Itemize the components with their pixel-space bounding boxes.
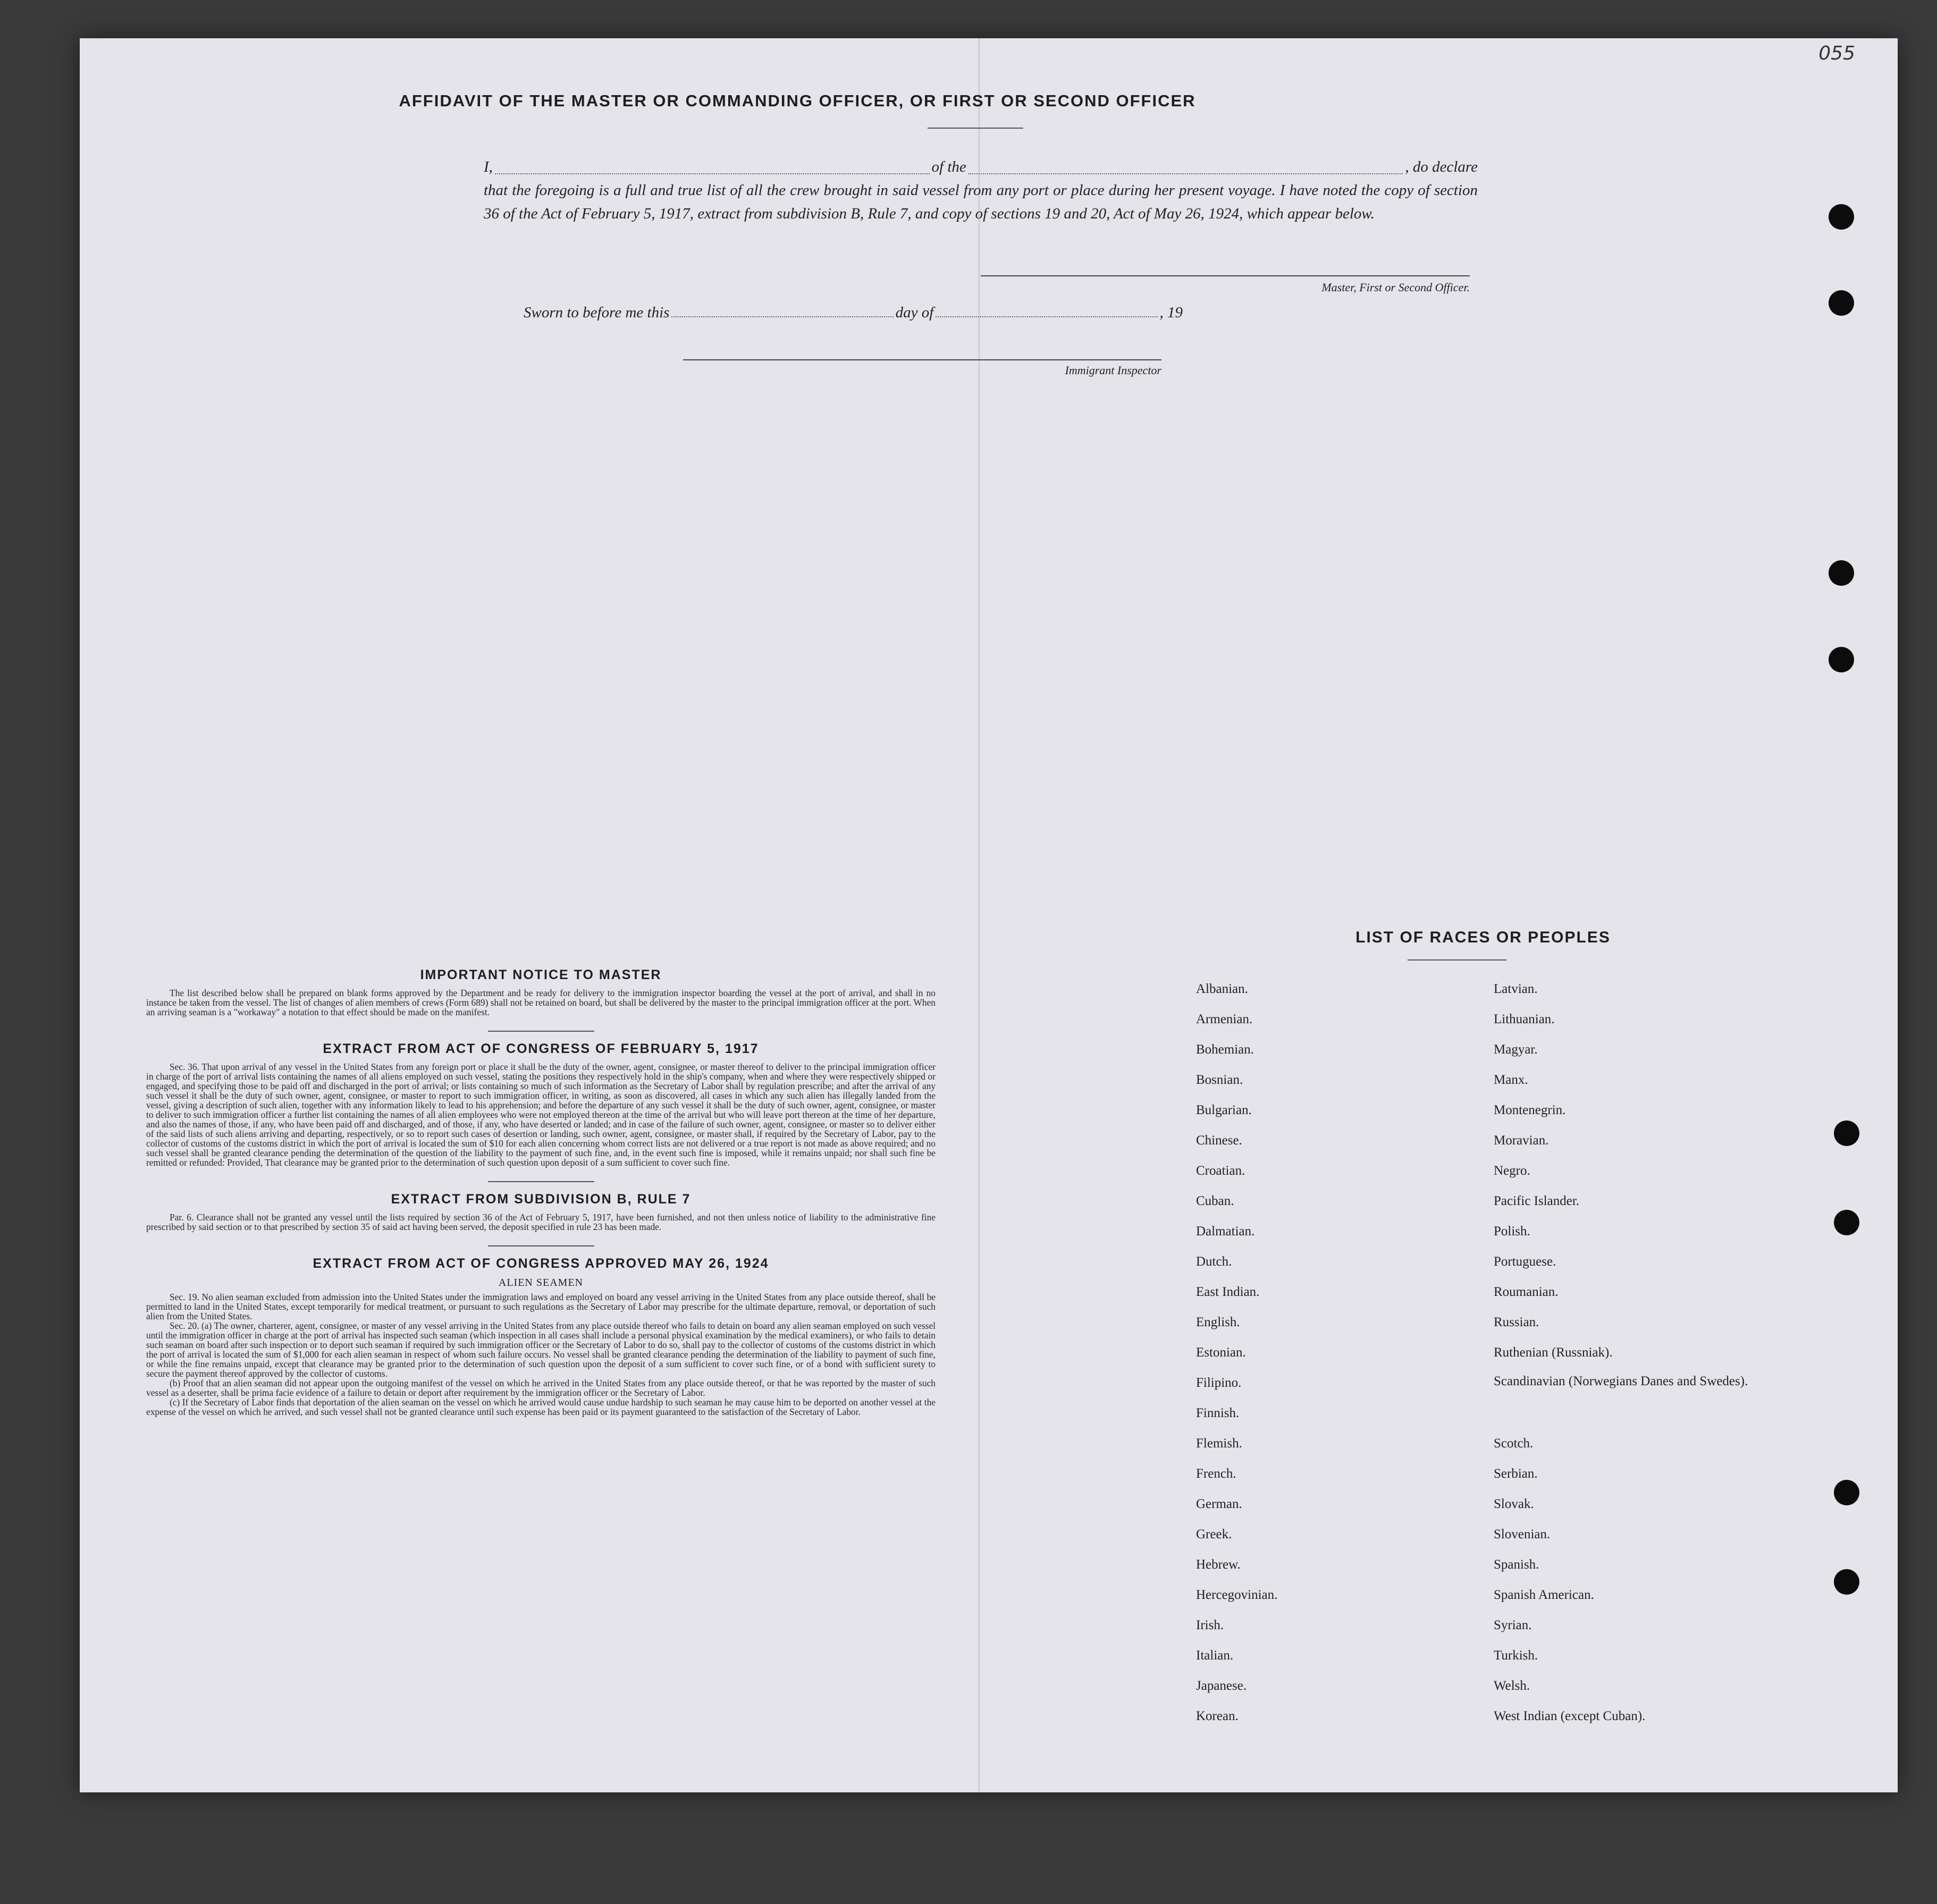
race-item: French. (1196, 1466, 1236, 1481)
vessel-prefix: of the (931, 158, 966, 175)
sworn-day-of: day of (895, 304, 934, 321)
punch-hole (1834, 1210, 1859, 1235)
extract-1917-text (146, 1062, 936, 1167)
inspector-signature-line[interactable] (683, 359, 1161, 360)
extract-rule7-paragraph: Par. 6. Clearance shall not be granted any vessel until the lists required by section 36 of the Act of February 5, 1917, have been furnished, and not then unless notice of liability to the administrative fine prescribed by said section or to that prescribed by section 35 of said act having been served, the deposit specified in rule 23 has been made. (146, 1212, 936, 1232)
race-item: Latvian. (1494, 981, 1538, 996)
sworn-day-field[interactable] (671, 316, 893, 317)
races-title-rule (1408, 959, 1506, 961)
affidavit-body (484, 155, 1478, 225)
race-item: Spanish. (1494, 1557, 1539, 1572)
race-item: Bulgarian. (1196, 1102, 1252, 1117)
race-item: Irish. (1196, 1617, 1224, 1632)
race-item: Estonian. (1196, 1345, 1246, 1360)
section-separator (488, 1181, 594, 1182)
race-item: Japanese. (1196, 1678, 1247, 1693)
race-item: Bosnian. (1196, 1072, 1243, 1087)
page-number: 055 (1818, 43, 1855, 64)
race-item: Russian. (1494, 1315, 1539, 1329)
punch-hole (1829, 204, 1854, 230)
race-item: Syrian. (1494, 1617, 1532, 1632)
sworn-prefix: Sworn to before me this (524, 304, 670, 321)
extract-1917-paragraph: Sec. 36. That upon arrival of any vessel in the United States from any foreign port or place it shall be the duty of the owner, agent, consignee, or master thereof to deliver to the principal immigration officer in charge of the port of arrival lists containing the names of all aliens employed on such vessel, stating the positions they respectively hold in the ship's company, when and where they were respectively shipped or engaged, and specifying those to be paid off and discharged in the port of arrival; or lists containing so much of such information as the Secretary of Labor shall by regulation prescribe; and after the arrival of any such vessel it shall be the duty of such owner, agent, consignee, or master to report to such immigration officer, in writing, as soon as discovered, all cases in which any such alien has illegally landed from the vessel, giving a description of such alien, together with any information likely to lead to his apprehension; and before the departure of any such vessel it shall be the duty of such owner, agent, consignee, or master to deliver to such immigration officer a further list containing the names of all alien employees who were not employed thereon at the time of the arrival but who will leave port thereon at the time of her departure, and also the names of those, if any, who have been paid off and discharged, and of those, if any, who have deserted or landed; and in case of the failure of such owner, agent, consignee, or master so to deliver either of the said lists of such aliens arriving and departing, respectively, or so to report such cases of desertion or landing, such owner, agent, consignee, or master shall, if required by the Secretary of Labor, pay to the collector of customs of the customs district in which the port of arrival is located the sum of $10 for each alien concerning whom correct lists are not delivered or a true report is not made as above required; and no such vessel shall be granted clearance pending the determination of the question of the liability to the payment of such fine, and, in the event such fine is imposed, while it remains unpaid; nor shall such fine be remitted or refunded: Provided, That clearance may be granted prior to the determination of such question upon deposit of a sum sufficient to cover such fine. (146, 1061, 936, 1168)
extract-1924-text (146, 1292, 936, 1417)
sec-20c-paragraph: (c) If the Secretary of Labor finds that deportation of the alien seaman on the vessel on which he arrived would cause undue hardship to such seaman he may cause him to be deported on another vessel at the expense of the vessel on which he arrived, and such vessel shall not be granted clearance until such expense has been paid or its payment guaranteed to the satisfaction of the Secretary of Labor. (146, 1397, 936, 1417)
race-item: Dutch. (1196, 1254, 1232, 1269)
race-item: Roumanian. (1494, 1284, 1559, 1299)
race-item: Korean. (1196, 1708, 1239, 1723)
form-page (80, 38, 1898, 1792)
race-item: Spanish American. (1494, 1587, 1594, 1602)
race-item: German. (1196, 1496, 1242, 1511)
punch-hole (1829, 290, 1854, 316)
race-item: Lithuanian. (1494, 1012, 1555, 1026)
race-item: Turkish. (1494, 1648, 1538, 1663)
race-item: Magyar. (1494, 1042, 1538, 1057)
race-item: Chinese. (1196, 1133, 1242, 1148)
affidavit-title: AFFIDAVIT OF THE MASTER OR COMMANDING OFFICER, OR FIRST OR SECOND OFFICER (399, 91, 1196, 110)
race-item: Hebrew. (1196, 1557, 1241, 1572)
notices-column (146, 958, 936, 1417)
sworn-year: , 19 (1159, 304, 1183, 321)
race-item: Portuguese. (1494, 1254, 1556, 1269)
master-signature-label: Master, First or Second Officer. (1321, 281, 1470, 294)
declaration-line (484, 155, 1478, 179)
sec-20b-paragraph: (b) Proof that an alien seaman did not appear upon the outgoing manifest of the vessel on which he arrived in the United States from any place outside thereof, or that he was reported by the master of such vessel as a deserter, shall be prima facie evidence of a failure to detain or deport after requirement by the immigration officer or the Secretary of Labor. (146, 1378, 936, 1398)
race-item: Pacific Islander. (1494, 1193, 1580, 1208)
race-item: Moravian. (1494, 1133, 1549, 1148)
notice-title: IMPORTANT NOTICE TO MASTER (420, 967, 662, 982)
declare-text: , do declare (1405, 158, 1478, 175)
race-item: Flemish. (1196, 1436, 1242, 1451)
race-item: Welsh. (1494, 1678, 1530, 1693)
race-item: Montenegrin. (1494, 1102, 1566, 1117)
race-item: Ruthenian (Russniak). (1494, 1345, 1613, 1360)
race-item: Filipino. (1196, 1375, 1242, 1390)
race-item: West Indian (except Cuban). (1494, 1708, 1646, 1723)
race-item: Negro. (1494, 1163, 1530, 1178)
vessel-name-field[interactable] (968, 173, 1403, 174)
sec-19-paragraph: Sec. 19. No alien seaman excluded from admission into the United States under the immigration laws and employed on board any vessel arriving in the United States from any place outside thereof, shall be permitted to land in the United States, except temporarily for medical treatment, or pursuant to such regulations as the Secretary of Labor may prescribe for the ultimate departure, removal, or deportation of such alien from the United States. (146, 1292, 936, 1321)
punch-hole (1829, 560, 1854, 586)
extract-1917-title: EXTRACT FROM ACT OF CONGRESS OF FEBRUARY 5, 1917 (323, 1041, 759, 1056)
races-title: LIST OF RACES OR PEOPLES (1355, 929, 1611, 946)
notice-text (146, 988, 936, 1017)
race-item: Scotch. (1494, 1436, 1534, 1451)
race-item: Finnish. (1196, 1405, 1240, 1420)
punch-hole (1834, 1480, 1859, 1505)
race-item: Armenian. (1196, 1012, 1253, 1026)
races-list (1196, 974, 1834, 1731)
race-item: Croatian. (1196, 1163, 1245, 1178)
race-item: Manx. (1494, 1072, 1528, 1087)
race-item: Polish. (1494, 1224, 1530, 1239)
alien-seamen-subtitle: ALIEN SEAMEN (498, 1277, 584, 1288)
master-signature-line[interactable] (981, 275, 1470, 276)
page-fold (978, 38, 980, 1792)
race-item: East Indian. (1196, 1284, 1260, 1299)
inspector-signature-label: Immigrant Inspector (1065, 364, 1161, 377)
declaration-text: that the foregoing is a full and true list of all the crew brought in said vessel from any port or place during her present voyage. I have noted the copy of section 36 of the Act of February 5, 1917, extract from subdivision B, Rule 7, and copy of sections 19 and 20, Act of May 26, 1924, which appear below. (484, 182, 1478, 222)
race-item: Scandinavian (Norwegians Danes and Swedes). (1494, 1374, 1748, 1388)
race-item: Serbian. (1494, 1466, 1538, 1481)
section-separator (488, 1031, 594, 1032)
race-item: Hercegovinian. (1196, 1587, 1278, 1602)
punch-hole (1834, 1569, 1859, 1595)
notice-paragraph: The list described below shall be prepared on blank forms approved by the Department and be ready for delivery to the immigration inspector boarding the vessel at the port of arrival, and shall in no instance be taken from the vessel. The list of changes of alien members of crews (Form 689) shall not be retained on board, but shall be delivered by the master to the principal immigration officer at the port. When an arriving seaman is a "workaway" a notation to that effect should be made on the manifest. (146, 988, 936, 1017)
race-item: Greek. (1196, 1527, 1232, 1541)
race-item: English. (1196, 1315, 1240, 1329)
sworn-line (524, 304, 1183, 322)
extract-1924-title: EXTRACT FROM ACT OF CONGRESS APPROVED MAY 26, 1924 (313, 1256, 769, 1271)
declarant-name-field[interactable] (495, 173, 930, 174)
race-item: Slovenian. (1494, 1527, 1551, 1541)
section-separator (488, 1245, 594, 1246)
race-item: Dalmatian. (1196, 1224, 1255, 1239)
extract-rule7-text (146, 1212, 936, 1232)
race-item: Bohemian. (1196, 1042, 1254, 1057)
declarant-prefix: I, (484, 158, 493, 175)
sworn-month-field[interactable] (936, 316, 1157, 317)
race-item: Slovak. (1494, 1496, 1534, 1511)
sec-20a-paragraph: Sec. 20. (a) The owner, charterer, agent, consignee, or master of any vessel arriving in the United States from any place outside thereof who fails to detain on board any alien seaman employed on such vessel until the immigration officer in charge at the port of arrival has inspected such seaman (which inspection in all cases shall include a personal physical examination by the medical examiners), or who fails to detain such seaman on board after such inspection or to deport such seaman if required by such immigration officer or the Secretary of Labor to do so, shall pay to the collector of customs of the customs district in which the port of arrival is located the sum of $1,000 for each alien seaman in respect of whom such failure occurs. No vessel shall be granted clearance pending the determination of the liability to payment of such fine, or while the fine remains unpaid, except that clearance may be granted prior to the determination of such question upon the deposit of a sum sufficient to cover such fine, or of a bond with sufficient surety to secure the payment thereof approved by the collector of customs. (146, 1320, 936, 1379)
extract-rule7-title: EXTRACT FROM SUBDIVISION B, RULE 7 (391, 1192, 691, 1207)
race-item: Albanian. (1196, 981, 1248, 996)
punch-hole (1834, 1121, 1859, 1146)
title-rule (928, 128, 1023, 129)
race-item: Italian. (1196, 1648, 1234, 1663)
race-item (1494, 1398, 1834, 1428)
race-item: Cuban. (1196, 1193, 1234, 1208)
punch-hole (1829, 647, 1854, 672)
